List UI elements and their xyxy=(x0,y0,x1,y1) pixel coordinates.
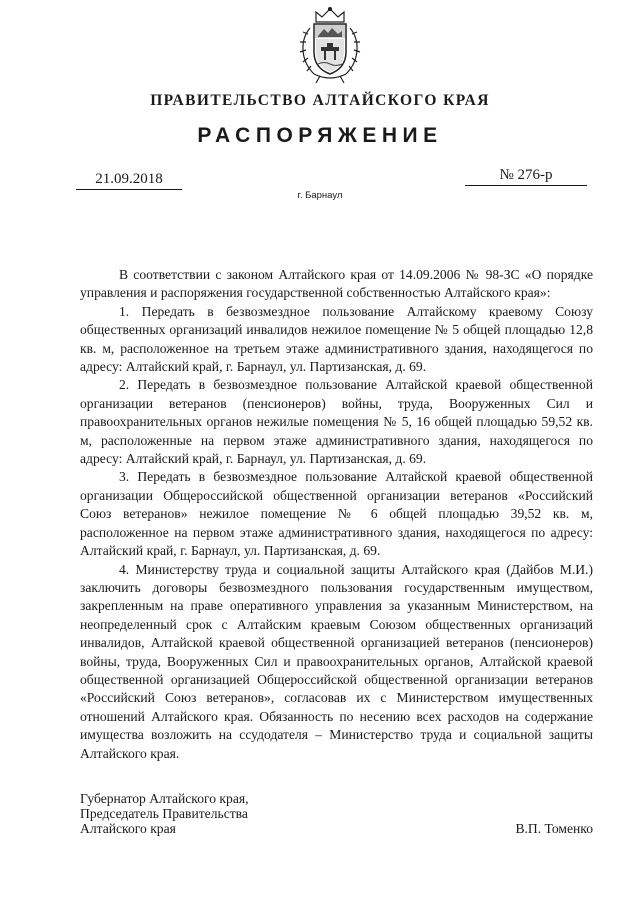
preamble-paragraph: В соответствии с законом Алтайского края от 14.09.2006 № 98-ЗС «О порядке управления и распоряжения государственной собственностью Алтайского края»: xyxy=(80,267,593,301)
item-paragraph-2: 2. Передать в безвозмездное пользование Алтайской краевой общественной организации ветеранов (пенсионеров) войны, труда, Вооруженных Сил и правоохранительных органов нежилые помещения № 5, 16 общей площадью 59,52 кв. м, расположенные на первом этаже административного здания, находящегося по адресу: Алтайский край, г. Барнаул, ул. Партизанская, д. 69. xyxy=(80,377,593,467)
item-paragraph-3: 3. Передать в безвозмездное пользование Алтайской краевой общественной организации Общероссийской общественной организации ветеранов «Российский Союз ветеранов» нежилое помещение № 6 общей площадью 39,52 кв. м, расположенное на первом этаже административного здания, находящегося по адресу: Алтайский край, г. Барнаул, ул. Партизанская, д. 69. xyxy=(80,469,593,559)
signatory-position xyxy=(80,791,249,836)
signatory-position-line: Алтайского края xyxy=(80,821,176,836)
city-label: г. Барнаул xyxy=(297,190,343,201)
document-type-title: РАСПОРЯЖЕНИЕ xyxy=(197,124,443,147)
document-body xyxy=(80,266,593,763)
item-paragraph-4: 4. Министерству труда и социальной защиты Алтайского края (Дайбов М.И.) заключить договоры безвозмездного пользования государственным имуществом, закрепленным на праве оперативного управления за указанным Министерством, на неопределенный срок с Алтайским краевым Союзом общественных организаций инвалидов, Алтайской краевой общественной организацией ветеранов (пенсионеров) войны, труда, Вооруженных Сил и правоохранительных органов, Алтайской краевой общественной организацией Общероссийской общественной организации ветеранов «Российский Союз ветеранов», согласовав их с Министерством имущественных отношений Алтайского края. Обязанность по несению всех расходов на содержание имущества возложить на ссудодателя – Министерство труда и социальной защиты Алтайского края. xyxy=(80,561,593,761)
coat-of-arms-icon xyxy=(294,6,366,84)
document-number: № 276-р xyxy=(465,167,587,186)
item-paragraph-1: 1. Передать в безвозмездное пользование Алтайскому краевому Союзу общественных организаций инвалидов нежилое помещение № 5 общей площадью 12,8 кв. м, расположенное на третьем этаже административного здания, находящегося по адресу: Алтайский край, г. Барнаул, ул. Партизанская, д. 69. xyxy=(80,303,593,375)
signatory-name: В.П. Томенко xyxy=(515,821,593,836)
government-title: ПРАВИТЕЛЬСТВО АЛТАЙСКОГО КРАЯ xyxy=(150,92,490,109)
signatory-position-line: Губернатор Алтайского края, xyxy=(80,791,249,806)
signatory-position-line: Председатель Правительства xyxy=(80,806,248,821)
document-date: 21.09.2018 xyxy=(76,171,182,190)
